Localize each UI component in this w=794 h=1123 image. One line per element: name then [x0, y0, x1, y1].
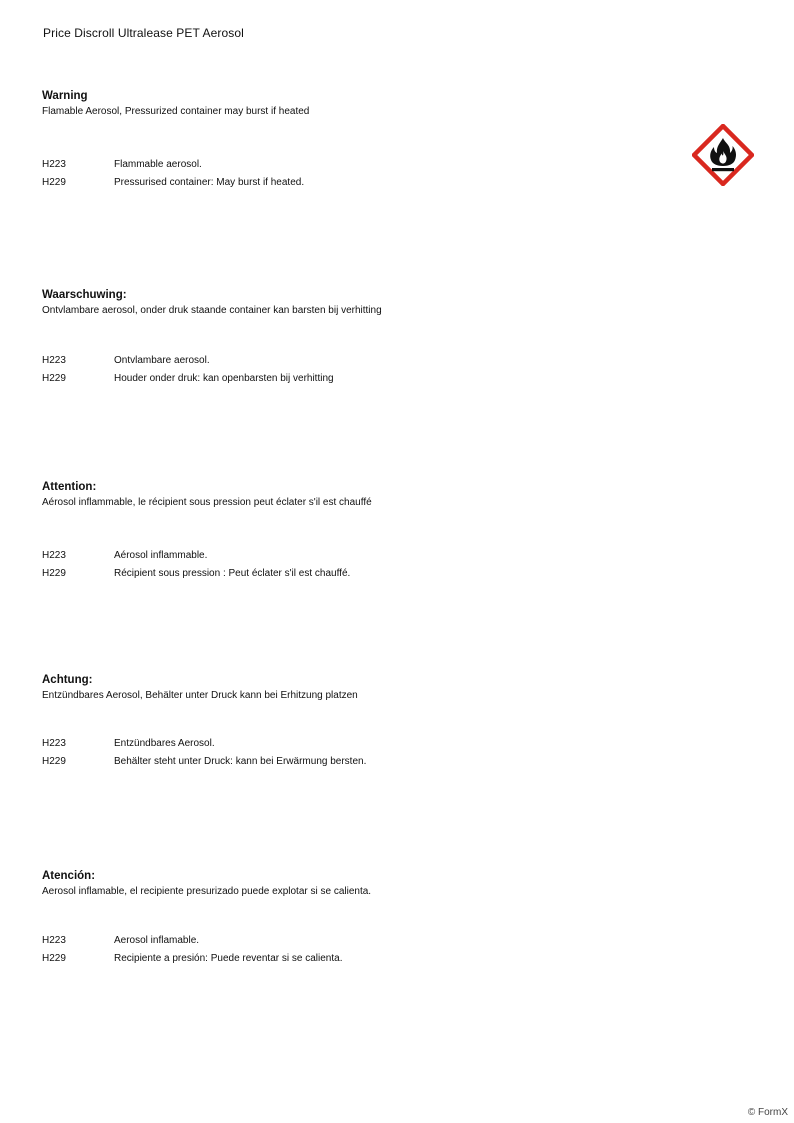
hazard-statement — [42, 370, 662, 388]
hazard-summary: Ontvlambare aerosol, onder druk staande container kan barsten bij verhitting — [42, 305, 382, 316]
hazard-statement — [42, 352, 662, 370]
hazard-code: H223 — [42, 550, 66, 561]
flame-ghs-pictogram-icon — [692, 124, 754, 186]
hazard-summary: Entzündbares Aerosol, Behälter unter Druck kann bei Erhitzung platzen — [42, 690, 358, 701]
warning-section-de — [42, 673, 662, 770]
hazard-statement — [42, 932, 662, 950]
hazard-code: H223 — [42, 159, 66, 170]
document-title: Price Discroll Ultralease PET Aerosol — [43, 26, 244, 40]
hazard-code: H223 — [42, 935, 66, 946]
hazard-text: Pressurised container: May burst if heated. — [114, 176, 305, 188]
warning-section-nl — [42, 288, 662, 387]
hazard-statement — [42, 174, 662, 192]
hazard-statement-list — [42, 156, 662, 191]
warning-section-fr — [42, 480, 662, 582]
warning-section-en — [42, 89, 662, 191]
signal-word: Warning — [42, 90, 88, 102]
copyright-footer: © FormX — [747, 1107, 788, 1118]
hazard-text: Houder onder druk: kan openbarsten bij verhitting — [114, 372, 334, 384]
hazard-code: H229 — [42, 176, 66, 188]
hazard-statement — [42, 547, 662, 565]
hazard-statement — [42, 156, 662, 174]
hazard-code: H229 — [42, 952, 66, 964]
hazard-summary: Aerosol inflamable, el recipiente presurizado puede explotar si se calienta. — [42, 886, 372, 897]
hazard-text: Behälter steht unter Druck: kann bei Erwärmung bersten. — [114, 755, 367, 767]
hazard-code: H223 — [42, 738, 66, 749]
hazard-statement-list — [42, 547, 662, 582]
hazard-statement — [42, 735, 662, 753]
hazard-statement-list — [42, 735, 662, 770]
hazard-code: H229 — [42, 372, 66, 384]
signal-word: Waarschuwing: — [42, 289, 127, 301]
hazard-text: Entzündbares Aerosol. — [114, 738, 215, 749]
hazard-summary: Aérosol inflammable, le récipient sous pression peut éclater s'il est chauffé — [42, 497, 372, 508]
hazard-statement — [42, 565, 662, 583]
signal-word: Atención: — [42, 870, 96, 882]
hazard-text: Flammable aerosol. — [114, 159, 202, 170]
warning-section-es — [42, 869, 662, 967]
hazard-text: Recipiente a presión: Puede reventar si se calienta. — [114, 952, 343, 964]
hazard-text: Ontvlambare aerosol. — [114, 355, 210, 366]
hazard-code: H229 — [42, 755, 66, 767]
hazard-code: H229 — [42, 567, 66, 579]
hazard-summary: Flamable Aerosol, Pressurized container may burst if heated — [42, 106, 310, 117]
hazard-text: Récipient sous pression : Peut éclater s'il est chauffé. — [114, 567, 351, 579]
hazard-text: Aérosol inflammable. — [114, 550, 208, 561]
signal-word: Attention: — [42, 481, 97, 493]
hazard-statement — [42, 950, 662, 968]
signal-word: Achtung: — [42, 674, 93, 686]
hazard-code: H223 — [42, 355, 66, 366]
hazard-statement — [42, 753, 662, 771]
hazard-text: Aerosol inflamable. — [114, 935, 200, 946]
hazard-statement-list — [42, 932, 662, 967]
hazard-statement-list — [42, 352, 662, 387]
